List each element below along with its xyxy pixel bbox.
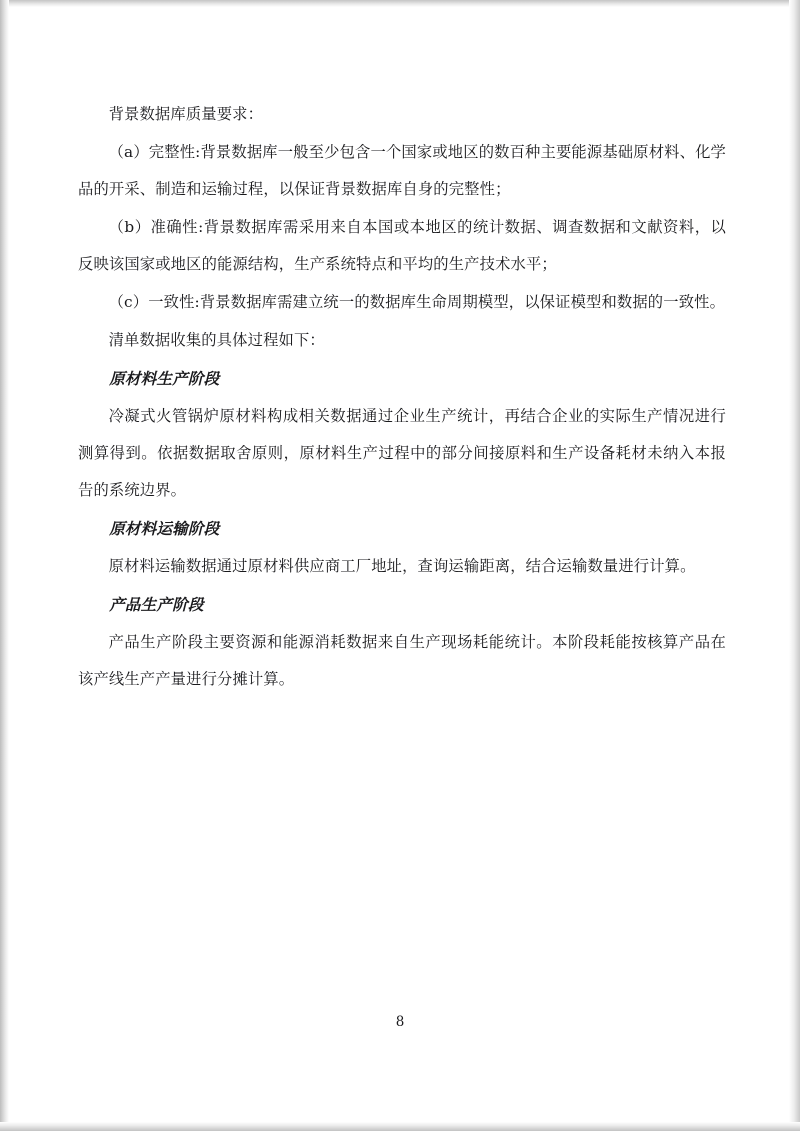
paragraph-inventory-process: 清单数据收集的具体过程如下：: [108, 331, 325, 349]
page-edge-bottom: [0, 1122, 800, 1131]
heading-raw-material-production: 原材料生产阶段: [109, 369, 220, 388]
paragraph-accuracy: （b）准确性:背景数据库需采用来自本国或本地区的统计数据、调查数据和文献资料，以反映该国家或地区的能源结构，生产系统特点和平均的生产技术水平；: [78, 218, 726, 273]
heading-product-production: 产品生产阶段: [109, 595, 204, 614]
paragraph-completeness: （a）完整性:背景数据库一般至少包含一个国家或地区的数百种主要能源基础原材料、化学品的开采、制造和运输过程，以保证背景数据库自身的完整性；: [78, 143, 726, 198]
page-edge-right: [789, 0, 800, 1131]
heading-raw-material-transport: 原材料运输阶段: [109, 519, 220, 538]
page-edge-top: [0, 0, 800, 7]
page-edge-left: [0, 0, 9, 1131]
page-number: 8: [395, 1014, 405, 1030]
page-body: [78, 96, 726, 699]
paragraph-background-db-quality: 背景数据库质量要求：: [108, 105, 264, 123]
paragraph-consistency: （c）一致性:背景数据库需建立统一的数据库生命周期模型，以保证模型和数据的一致性。: [108, 293, 726, 311]
paragraph-raw-material-production-body: 冷凝式火管锅炉原材料构成相关数据通过企业生产统计，再结合企业的实际生产情况进行测算得到。依据数据取舍原则，原材料生产过程中的部分间接原料和生产设备耗材未纳入本报告的系统边界。: [78, 407, 726, 499]
paragraph-raw-material-transport-body: 原材料运输数据通过原材料供应商工厂地址，查询运输距离，结合运输数量进行计算。: [108, 557, 696, 575]
paragraph-product-production-body: 产品生产阶段主要资源和能源消耗数据来自生产现场耗能统计。本阶段耗能按核算产品在该产线生产产量进行分摊计算。: [78, 633, 726, 688]
